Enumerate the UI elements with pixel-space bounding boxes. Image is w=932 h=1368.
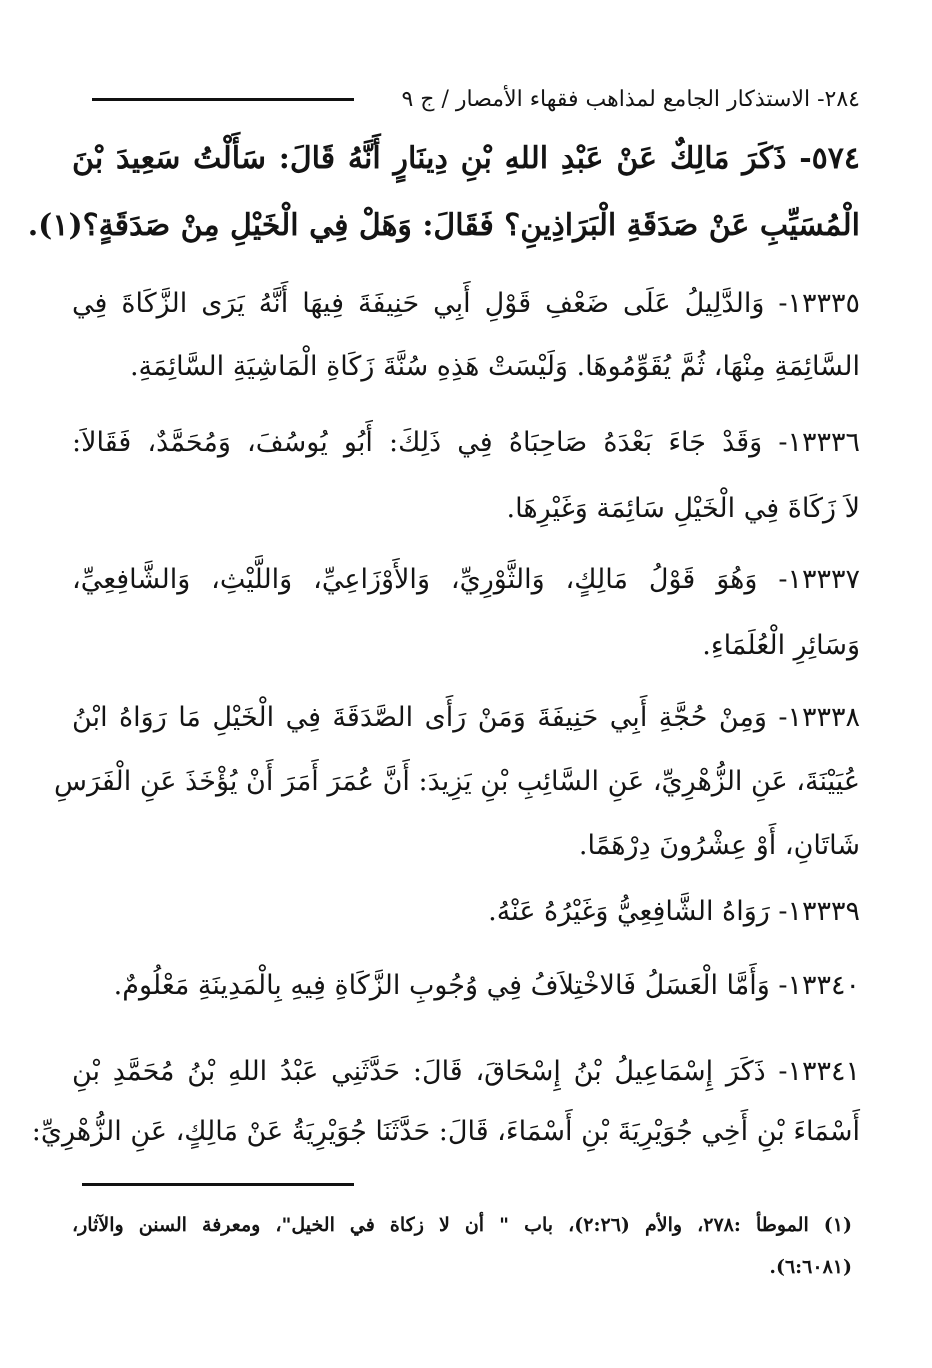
text-line: ٥٧٤- ذَكَرَ مَالِكٌ عَنْ عَبْدِ اللهِ بْنِ دِينَارٍ أَنَّهُ قَالَ: سَأَلْتُ سَعِيدَ بْنَ <box>72 141 860 176</box>
text-line: شَاتَانِ، أَوْ عِشْرُونَ دِرْهَمًا. <box>578 830 860 861</box>
text-line: ١٣٣٤١- ذَكَرَ إِسْمَاعِيلُ بْنُ إِسْحَاقَ، قَالَ: حَدَّثَنِي عَبْدُ اللهِ بْنُ مُحَمَّدِ بْنِ <box>72 1056 860 1087</box>
text-line: ١٣٣٣٥- وَالدَّلِيلُ عَلَى ضَعْفِ قَوْلِ أَبِي حَنِيفَةَ فِيهَا أَنَّهُ يَرَى الزَّكَاةَ فِي <box>72 288 860 319</box>
text-line: ١٣٣٣٧- وَهُوَ قَوْلُ مَالِكٍ، وَالثَّوْرِيِّ، وَالأَوْزَاعِيِّ، وَاللَّيْثِ، وَالشَّافِعِيِّ، <box>72 564 860 595</box>
text-line: الْمُسَيِّبِ عَنْ صَدَقَةِ الْبَرَاذِينِ؟ فَقَالَ: وَهَلْ فِي الْخَيْلِ مِنْ صَدَقَةٍ؟(١). <box>27 208 860 243</box>
text-line: ١٣٣٣٩- رَوَاهُ الشَّافِعِيُّ وَغَيْرُهُ عَنْهُ. <box>488 896 860 927</box>
text-line: ١٣٣٣٨- وَمِنْ حُجَّةِ أَبِي حَنِيفَةَ وَمَنْ رَأَى الصَّدَقَةَ فِي الْخَيْلِ مَا رَوَاهُ ابْنُ <box>72 702 860 733</box>
header-rule <box>92 98 354 101</box>
running-header: ٢٨٤- الاستذكار الجامع لمذاهب فقهاء الأمصار / ج ٩ <box>401 87 860 112</box>
footnote-rule <box>82 1183 354 1186</box>
text-line: ١٣٣٣٦- وَقَدْ جَاءَ بَعْدَهُ صَاحِبَاهُ فِي ذَلِكَ: أَبُو يُوسُفَ، وَمُحَمَّدٌ، فَقَالاَ: <box>72 427 860 458</box>
page-header <box>70 78 860 122</box>
text-line: لاَ زَكَاةَ فِي الْخَيْلِ سَائِمَة وَغَيْرِهَا. <box>506 493 860 524</box>
text-line: عُيَيْنَةَ، عَنِ الزُّهْرِيِّ، عَنِ السَّائِبِ بْنِ يَزِيدَ: أَنَّ عُمَرَ أَمَرَ أَنْ يُؤْخَذَ عَنِ الْفَرَسِ <box>54 766 860 797</box>
footnote-line: (٦:٦٠٨١). <box>769 1256 852 1278</box>
footnote-line: (١) الموطأ :٢٧٨، والأم (٢:٢٦)، باب " أن لا زكاة في الخيل"، ومعرفة السنن والآثار، <box>72 1214 853 1236</box>
text-line: السَّائِمَةِ مِنْهَا، ثُمَّ يُقَوِّمُوهَا. وَلَيْسَتْ هَذِهِ سُنَّةَ زَكَاةِ الْمَاشِيَةِ السَّائِمَةِ. <box>129 351 860 382</box>
text-line: وَسَائِرِ الْعُلَمَاءِ. <box>702 630 860 661</box>
text-line: أَسْمَاءَ بْنِ أَخِي جُوَيْرِيَةَ بْنِ أَسْمَاءَ، قَالَ: حَدَّثَنَا جُوَيْرِيَةُ عَنْ مَالِكٍ، عَنِ الزُّهْرِيِّ: <box>31 1116 860 1147</box>
text-line: ١٣٣٤٠- وَأَمَّا الْعَسَلُ فَالاخْتِلاَفُ فِي وُجُوبِ الزَّكَاةِ فِيهِ بِالْمَدِينَةِ مَعْلُومٌ. <box>113 970 860 1001</box>
